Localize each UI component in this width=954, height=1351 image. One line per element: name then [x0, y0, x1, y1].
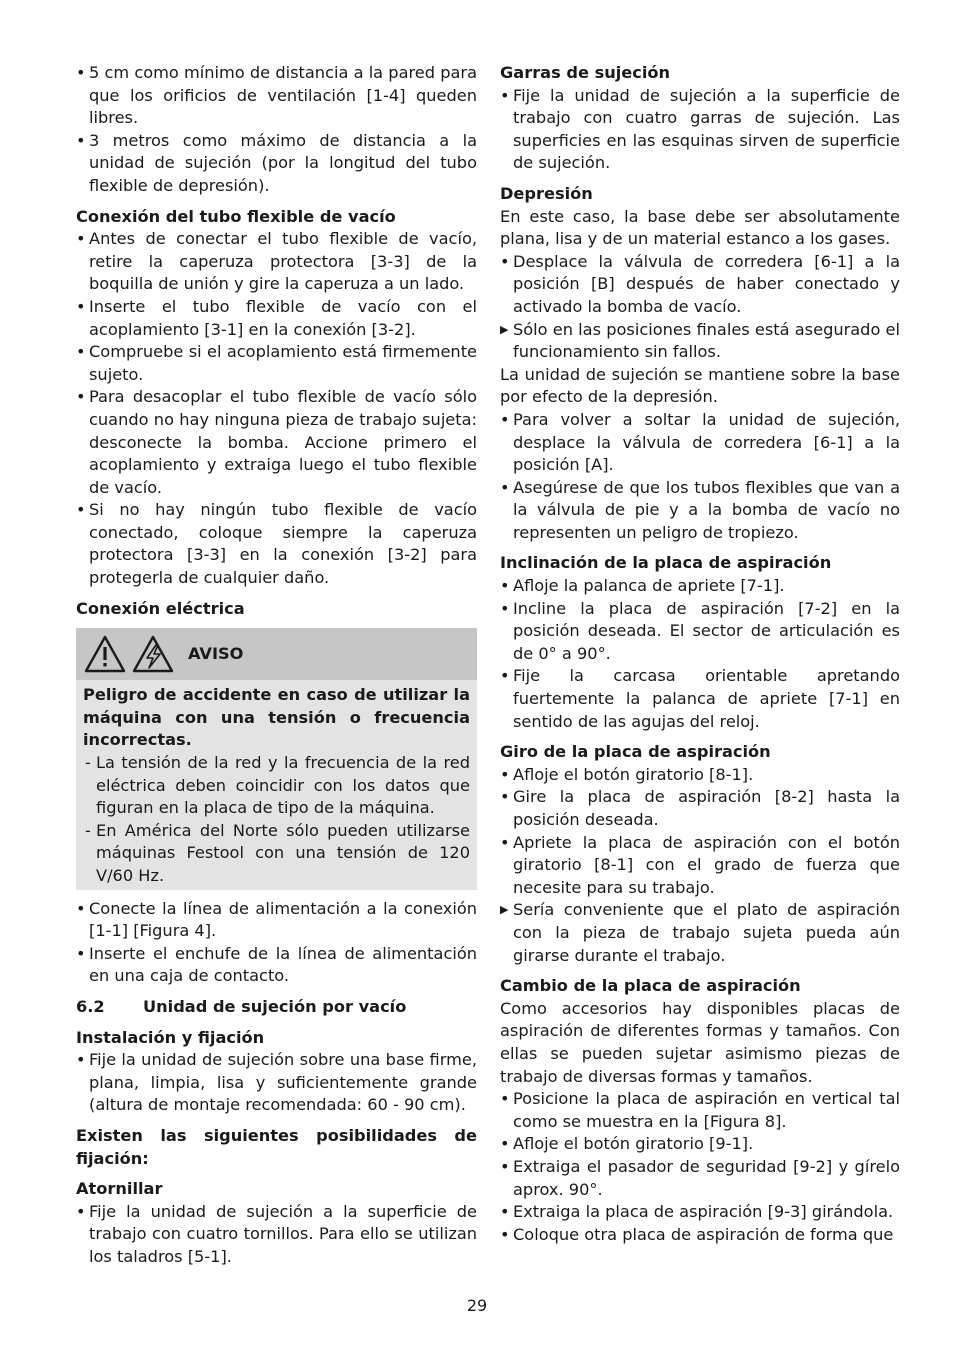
left-column [76, 62, 477, 1269]
section-number: 6.2 [76, 996, 105, 1016]
heading-rotate: Giro de la placa de aspiración [500, 742, 771, 762]
warning-body [76, 680, 477, 889]
heading-electrical: Conexión eléctrica [76, 598, 245, 618]
section-heading [76, 996, 477, 1019]
warning-box [76, 628, 477, 889]
list-item: • Afloje el botón giratorio [8-1]. [500, 764, 900, 787]
list-item: • Desplace la válvula de corredera [6-1] a la posición [B] después de haber conectado y activado la bomba de vacío. [500, 251, 900, 319]
paragraph: En este caso, la base debe ser absolutamente plana, lisa y de un material estanco a los gases. [500, 206, 900, 249]
list-item: • Afloje el botón giratorio [9-1]. [500, 1133, 900, 1156]
warning-item: - La tensión de la red y la frecuencia de la red eléctrica deben coincidir con los datos que figuran en la placa de tipo de la máquina. [83, 752, 470, 820]
warning-lead: Peligro de accidente en caso de utilizar la máquina con una tensión o frecuencia incorrectas. [83, 685, 470, 750]
heading-vacuum-hose: Conexión del tubo flexible de vacío [76, 206, 396, 226]
list-item: • Incline la placa de aspiración [7-2] en la posición deseada. El sector de articulación es de 0° a 90°. [500, 598, 900, 666]
list-item: • Compruebe si el acoplamiento está firmemente sujeto. [76, 341, 477, 386]
list-item: • Para desacoplar el tubo flexible de vacío sólo cuando no hay ninguna pieza de trabajo sujeta: desconecte la bomba. Accione primero el acoplamiento y extraiga luego el tubo flexible de vacío. [76, 386, 477, 499]
list-item: • Extraiga el pasador de seguridad [9-2] y gírelo aprox. 90°. [500, 1156, 900, 1201]
warning-title: AVISO [188, 643, 244, 663]
heading-vacuum: Depresión [500, 183, 593, 203]
list-item: • Para volver a soltar la unidad de sujeción, desplace la válvula de corredera [6-1] a la posición [A]. [500, 409, 900, 477]
page-number: 29 [466, 1296, 488, 1315]
list-item: • Fije la unidad de sujeción a la superficie de trabajo con cuatro garras de sujeción. Las superficies en las esquinas sirven de superficie de sujeción. [500, 85, 900, 175]
list-item: • Afloje la palanca de apriete [7-1]. [500, 575, 900, 598]
heading-tilt: Inclinación de la placa de aspiración [500, 553, 832, 573]
list-item: • Fije la carcasa orientable apretando fuertemente la palanca de apriete [7-1] en sentido de las agujas del reloj. [500, 665, 900, 733]
result-item: ▶ Sería conveniente que el plato de aspiración con la pieza de trabajo sujeta pueda aún girarse durante el trabajo. [500, 899, 900, 967]
list-item: • 5 cm como mínimo de distancia a la pared para que los orificios de ventilación [1-4] queden libres. [76, 62, 477, 130]
list-item: • Gire la placa de aspiración [8-2] hasta la posición deseada. [500, 786, 900, 831]
paragraph: Como accesorios hay disponibles placas de aspiración de diferentes formas y tamaños. Con ellas se pueden sujetar asimismo piezas de trabajo de diversas formas y tamaños. [500, 998, 900, 1086]
result-item: ▶ Sólo en las posiciones finales está asegurado el funcionamiento sin fallos. [500, 319, 900, 364]
heading-installation: Instalación y fijación [76, 1027, 265, 1047]
list-item: • Inserte el tubo flexible de vacío con el acoplamiento [3-1] en la conexión [3-2]. [76, 296, 477, 341]
electric-hazard-icon [132, 635, 174, 673]
list-item: • Apriete la placa de aspiración con el botón giratorio [8-1] con el grado de fuerza que necesite para su trabajo. [500, 832, 900, 900]
list-item: • 3 metros como máximo de distancia a la unidad de sujeción (por la longitud del tubo flexible de depresión). [76, 130, 477, 198]
list-item: • Conecte la línea de alimentación a la conexión [1-1] [Figura 4]. [76, 898, 477, 943]
heading-change: Cambio de la placa de aspiración [500, 976, 801, 996]
heading-claws: Garras de sujeción [500, 63, 671, 82]
list-item: • Fije la unidad de sujeción a la superficie de trabajo con cuatro tornillos. Para ello se utilizan los taladros [5-1]. [76, 1201, 477, 1269]
list-item: • Extraiga la placa de aspiración [9-3] girándola. [500, 1201, 900, 1224]
heading-screw: Atornillar [76, 1179, 163, 1199]
list-item: • Asegúrese de que los tubos flexibles que van a la válvula de pie y a la bomba de vacío no representen un peligro de tropiezo. [500, 477, 900, 545]
section-title: Unidad de sujeción por vacío [143, 996, 407, 1016]
list-item: • Fije la unidad de sujeción sobre una base firme, plana, limpia, lisa y suficientemente grande (altura de montaje recomendada: 60 - 90 cm). [76, 1049, 477, 1117]
list-item: • Coloque otra placa de aspiración de forma que [500, 1224, 900, 1247]
list-item: • Posicione la placa de aspiración en vertical tal como se muestra en la [Figura 8]. [500, 1088, 900, 1133]
warning-triangle-icon [84, 635, 126, 673]
right-column [500, 62, 900, 1246]
warning-header [76, 628, 477, 680]
list-item: • Si no hay ningún tubo flexible de vacío conectado, coloque siempre la caperuza protectora [3-3] en la conexión [3-2] para protegerla de cualquier daño. [76, 499, 477, 589]
warning-item: - En América del Norte sólo pueden utilizarse máquinas Festool con una tensión de 120 V/60 Hz. [83, 820, 470, 888]
list-item: • Antes de conectar el tubo flexible de vacío, retire la caperuza protectora [3-3] de la boquilla de unión y gire la caperuza a un lado. [76, 228, 477, 296]
heading-options: Existen las siguientes posibilidades de fijación: [76, 1125, 477, 1168]
paragraph: La unidad de sujeción se mantiene sobre la base por efecto de la depresión. [500, 364, 900, 407]
list-item: • Inserte el enchufe de la línea de alimentación en una caja de contacto. [76, 943, 477, 988]
